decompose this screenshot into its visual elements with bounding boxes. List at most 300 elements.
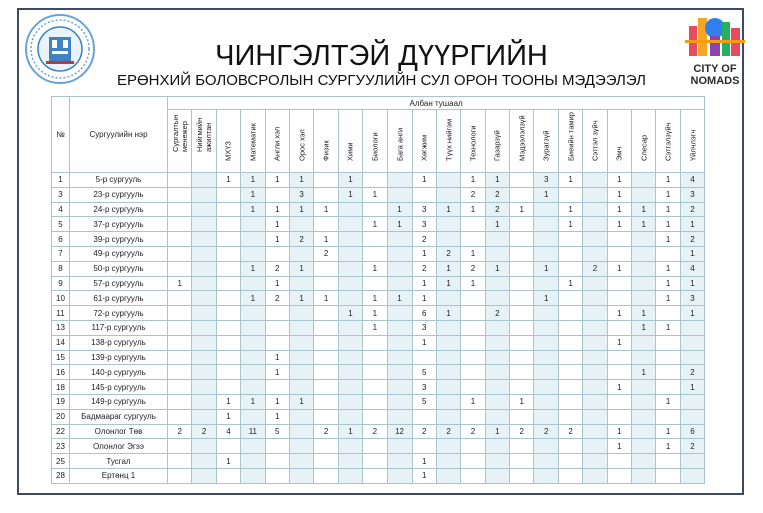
vacancy-cell <box>558 365 582 380</box>
vacancy-cell <box>265 454 289 469</box>
vacancy-cell <box>534 320 558 335</box>
table-row <box>52 409 705 424</box>
vacancy-cell <box>632 409 656 424</box>
vacancy-cell <box>436 394 460 409</box>
vacancy-cell <box>192 365 216 380</box>
school-name: 57-р сургууль <box>70 276 168 291</box>
vacancy-cell: 1 <box>241 187 265 202</box>
table-row <box>52 454 705 469</box>
vacancy-cell <box>436 173 460 188</box>
table-row <box>52 350 705 365</box>
vacancy-cell: 1 <box>265 276 289 291</box>
vacancy-cell <box>338 320 362 335</box>
vacancy-cell <box>485 276 509 291</box>
vacancy-cell <box>510 409 534 424</box>
vacancy-cell <box>338 232 362 247</box>
vacancy-cell <box>387 365 412 380</box>
vacancy-cell: 1 <box>265 394 289 409</box>
vacancy-cell <box>314 261 338 276</box>
vacancy-cell: 2 <box>558 424 582 439</box>
vacancy-cell <box>607 232 631 247</box>
row-number: 25 <box>52 454 70 469</box>
table-row <box>52 276 705 291</box>
vacancy-cell: 1 <box>558 202 582 217</box>
vacancy-cell: 2 <box>314 246 338 261</box>
vacancy-cell <box>632 276 656 291</box>
vacancy-cell <box>289 276 313 291</box>
vacancy-cell <box>192 217 216 232</box>
position-header-label: Орос хэл <box>297 129 307 161</box>
school-name: 138-р сургууль <box>70 335 168 350</box>
vacancy-cell <box>192 468 216 483</box>
vacancy-cell <box>680 320 704 335</box>
vacancy-cell <box>241 439 265 454</box>
vacancy-cell <box>168 335 192 350</box>
position-header-label: Сургалтын <box>170 114 180 152</box>
position-header-label: Англи хэл <box>272 126 282 161</box>
vacancy-cell: 1 <box>265 365 289 380</box>
vacancy-cell <box>510 454 534 469</box>
vacancy-table <box>51 96 705 484</box>
vacancy-cell <box>192 232 216 247</box>
vacancy-cell <box>583 424 607 439</box>
position-header <box>314 110 338 173</box>
vacancy-cell <box>632 232 656 247</box>
vacancy-cell <box>510 261 534 276</box>
vacancy-cell: 2 <box>485 187 509 202</box>
vacancy-cell: 1 <box>656 217 680 232</box>
vacancy-cell <box>558 335 582 350</box>
vacancy-cell <box>583 335 607 350</box>
vacancy-cell <box>265 246 289 261</box>
vacancy-cell: 1 <box>607 335 631 350</box>
vacancy-cell <box>680 454 704 469</box>
vacancy-cell <box>558 454 582 469</box>
vacancy-cell <box>338 365 362 380</box>
column-header-school: Сургуулийн нэр <box>70 97 168 173</box>
vacancy-cell <box>192 335 216 350</box>
vacancy-cell: 1 <box>680 217 704 232</box>
vacancy-cell: 1 <box>314 291 338 306</box>
position-header-label: Биеийн тамир <box>566 112 576 161</box>
position-header-label: Биологи <box>370 132 380 161</box>
vacancy-cell: 6 <box>412 306 436 321</box>
vacancy-cell <box>168 187 192 202</box>
vacancy-cell <box>289 217 313 232</box>
vacancy-cell: 1 <box>510 202 534 217</box>
page-title: ЧИНГЭЛТЭЙ ДҮҮРГИЙН <box>215 40 548 72</box>
vacancy-cell <box>289 306 313 321</box>
vacancy-cell <box>632 394 656 409</box>
vacancy-cell: 1 <box>363 306 387 321</box>
page-subtitle: ЕРӨНХИЙ БОЛОВСРОЛЫН СУРГУУЛИЙН СУЛ ОРОН ТООНЫ МЭДЭЭЛЭЛ <box>117 72 646 89</box>
position-header <box>412 110 436 173</box>
vacancy-cell <box>510 246 534 261</box>
vacancy-cell: 1 <box>289 394 313 409</box>
vacancy-cell <box>314 439 338 454</box>
vacancy-cell <box>510 365 534 380</box>
vacancy-cell: 2 <box>412 232 436 247</box>
vacancy-cell <box>216 335 240 350</box>
vacancy-cell <box>510 350 534 365</box>
vacancy-cell <box>338 335 362 350</box>
vacancy-cell <box>656 468 680 483</box>
vacancy-cell <box>241 276 265 291</box>
vacancy-cell: 1 <box>436 261 460 276</box>
vacancy-cell <box>192 173 216 188</box>
row-number: 28 <box>52 468 70 483</box>
vacancy-cell: 2 <box>485 202 509 217</box>
vacancy-cell <box>387 232 412 247</box>
row-number: 20 <box>52 409 70 424</box>
vacancy-cell <box>387 409 412 424</box>
vacancy-cell <box>192 454 216 469</box>
vacancy-cell <box>680 394 704 409</box>
vacancy-cell <box>338 409 362 424</box>
vacancy-cell <box>461 232 485 247</box>
position-header-label: Түүх нийгэм <box>444 118 454 161</box>
position-header <box>436 110 460 173</box>
table-row <box>52 261 705 276</box>
vacancy-cell: 1 <box>656 173 680 188</box>
table-row <box>52 306 705 321</box>
vacancy-cell <box>241 350 265 365</box>
vacancy-cell: 1 <box>461 394 485 409</box>
position-header-label: Слесар <box>639 134 649 161</box>
vacancy-cell: 2 <box>680 202 704 217</box>
vacancy-cell <box>583 291 607 306</box>
vacancy-cell <box>314 276 338 291</box>
position-header <box>241 110 265 173</box>
vacancy-cell <box>241 365 265 380</box>
vacancy-cell <box>265 320 289 335</box>
vacancy-cell <box>265 187 289 202</box>
vacancy-cell <box>216 232 240 247</box>
table-row <box>52 202 705 217</box>
row-number: 19 <box>52 394 70 409</box>
vacancy-cell <box>192 350 216 365</box>
vacancy-cell: 1 <box>265 232 289 247</box>
vacancy-cell <box>436 365 460 380</box>
row-number: 10 <box>52 291 70 306</box>
vacancy-cell <box>387 246 412 261</box>
vacancy-cell: 1 <box>412 173 436 188</box>
table-row <box>52 335 705 350</box>
vacancy-cell <box>338 291 362 306</box>
vacancy-cell <box>314 409 338 424</box>
vacancy-cell <box>314 335 338 350</box>
row-number: 18 <box>52 380 70 395</box>
vacancy-cell <box>216 202 240 217</box>
vacancy-cell <box>583 217 607 232</box>
vacancy-cell <box>338 217 362 232</box>
vacancy-cell: 1 <box>632 320 656 335</box>
vacancy-cell <box>534 276 558 291</box>
position-header-label: Нийгмийн <box>195 117 205 152</box>
vacancy-cell <box>558 291 582 306</box>
vacancy-cell <box>534 217 558 232</box>
vacancy-cell <box>607 454 631 469</box>
vacancy-cell: 1 <box>534 291 558 306</box>
vacancy-cell <box>461 409 485 424</box>
vacancy-cell <box>436 409 460 424</box>
vacancy-cell <box>363 276 387 291</box>
table-row <box>52 394 705 409</box>
row-number: 11 <box>52 306 70 321</box>
vacancy-cell <box>168 409 192 424</box>
vacancy-cell <box>241 246 265 261</box>
position-header <box>510 110 534 173</box>
vacancy-cell <box>485 409 509 424</box>
vacancy-cell <box>558 350 582 365</box>
vacancy-cell: 3 <box>289 187 313 202</box>
position-header <box>632 110 656 173</box>
vacancy-cell <box>632 187 656 202</box>
vacancy-cell <box>534 306 558 321</box>
vacancy-cell <box>387 261 412 276</box>
table-row <box>52 232 705 247</box>
vacancy-cell: 1 <box>265 173 289 188</box>
vacancy-cell <box>289 335 313 350</box>
vacancy-cell <box>534 380 558 395</box>
vacancy-cell <box>534 468 558 483</box>
vacancy-cell <box>387 173 412 188</box>
position-header-label: Газарзүй <box>492 130 502 161</box>
position-header <box>558 110 582 173</box>
vacancy-cell: 1 <box>436 306 460 321</box>
vacancy-cell <box>338 276 362 291</box>
position-header-label: Үйлчлэгч <box>688 129 697 161</box>
vacancy-cell: 1 <box>485 261 509 276</box>
row-number: 13 <box>52 320 70 335</box>
vacancy-cell <box>461 291 485 306</box>
vacancy-cell <box>436 187 460 202</box>
vacancy-cell: 1 <box>656 261 680 276</box>
position-header-label: ажилтан <box>204 122 214 152</box>
vacancy-cell <box>632 246 656 261</box>
vacancy-cell: 3 <box>534 173 558 188</box>
vacancy-cell: 2 <box>192 424 216 439</box>
vacancy-cell <box>314 454 338 469</box>
vacancy-cell <box>485 291 509 306</box>
vacancy-cell <box>485 232 509 247</box>
vacancy-cell <box>607 350 631 365</box>
vacancy-cell <box>412 439 436 454</box>
vacancy-cell <box>192 380 216 395</box>
vacancy-cell <box>412 409 436 424</box>
vacancy-cell <box>192 246 216 261</box>
vacancy-cell <box>656 335 680 350</box>
vacancy-cell: 1 <box>607 217 631 232</box>
vacancy-cell <box>387 380 412 395</box>
vacancy-cell <box>168 291 192 306</box>
vacancy-cell: 1 <box>314 232 338 247</box>
vacancy-cell: 5 <box>265 424 289 439</box>
vacancy-cell <box>363 202 387 217</box>
vacancy-cell <box>534 454 558 469</box>
vacancy-cell <box>583 232 607 247</box>
position-header <box>607 110 631 173</box>
vacancy-cell <box>558 320 582 335</box>
vacancy-cell: 4 <box>680 173 704 188</box>
vacancy-cell: 2 <box>485 306 509 321</box>
school-name: 149-р сургууль <box>70 394 168 409</box>
vacancy-cell <box>461 335 485 350</box>
table-row <box>52 217 705 232</box>
vacancy-cell <box>412 350 436 365</box>
vacancy-cell <box>583 394 607 409</box>
position-header-label: Зурагзүй <box>541 130 551 161</box>
vacancy-cell <box>510 276 534 291</box>
school-name: 61-р сургууль <box>70 291 168 306</box>
table-row <box>52 424 705 439</box>
vacancy-cell <box>168 246 192 261</box>
position-header <box>534 110 558 173</box>
vacancy-cell: 1 <box>363 217 387 232</box>
vacancy-cell <box>192 261 216 276</box>
vacancy-cell: 1 <box>680 246 704 261</box>
vacancy-cell: 1 <box>241 394 265 409</box>
position-header <box>168 110 192 173</box>
vacancy-cell: 3 <box>412 380 436 395</box>
vacancy-cell: 1 <box>265 350 289 365</box>
vacancy-cell <box>656 380 680 395</box>
vacancy-cell <box>289 409 313 424</box>
vacancy-cell <box>363 232 387 247</box>
vacancy-cell <box>314 468 338 483</box>
vacancy-cell <box>558 306 582 321</box>
vacancy-cell <box>436 217 460 232</box>
vacancy-cell: 1 <box>387 202 412 217</box>
vacancy-cell: 1 <box>412 291 436 306</box>
vacancy-cell <box>583 306 607 321</box>
vacancy-cell: 2 <box>534 424 558 439</box>
vacancy-cell: 1 <box>289 261 313 276</box>
position-header <box>192 110 216 173</box>
vacancy-cell: 1 <box>632 365 656 380</box>
vacancy-cell <box>314 173 338 188</box>
vacancy-cell <box>558 409 582 424</box>
vacancy-cell: 1 <box>632 202 656 217</box>
vacancy-cell <box>216 187 240 202</box>
vacancy-cell <box>216 365 240 380</box>
vacancy-cell <box>363 350 387 365</box>
vacancy-cell <box>485 320 509 335</box>
vacancy-cell <box>363 335 387 350</box>
vacancy-cell: 1 <box>241 291 265 306</box>
vacancy-cell <box>485 335 509 350</box>
vacancy-cell <box>656 306 680 321</box>
table-row <box>52 291 705 306</box>
vacancy-cell: 1 <box>485 424 509 439</box>
vacancy-cell: 1 <box>265 202 289 217</box>
row-number: 6 <box>52 232 70 247</box>
vacancy-cell: 1 <box>485 217 509 232</box>
vacancy-cell <box>558 468 582 483</box>
vacancy-cell: 1 <box>607 424 631 439</box>
school-name: Ертөнц 1 <box>70 468 168 483</box>
vacancy-cell <box>656 454 680 469</box>
vacancy-cell: 2 <box>510 424 534 439</box>
vacancy-cell <box>485 454 509 469</box>
vacancy-cell <box>436 454 460 469</box>
vacancy-cell <box>583 468 607 483</box>
position-header <box>387 110 412 173</box>
position-header <box>289 110 313 173</box>
vacancy-cell: 2 <box>289 232 313 247</box>
vacancy-cell <box>363 380 387 395</box>
table-row <box>52 468 705 483</box>
vacancy-cell <box>461 439 485 454</box>
vacancy-cell: 1 <box>338 187 362 202</box>
row-number: 3 <box>52 187 70 202</box>
school-name: 39-р сургууль <box>70 232 168 247</box>
vacancy-cell: 2 <box>583 261 607 276</box>
vacancy-cell <box>534 409 558 424</box>
vacancy-cell <box>607 468 631 483</box>
vacancy-cell <box>241 335 265 350</box>
table-row <box>52 380 705 395</box>
vacancy-cell <box>461 350 485 365</box>
column-group-header: Албан тушаал <box>168 97 705 110</box>
vacancy-cell: 2 <box>680 232 704 247</box>
position-header-label: Хими <box>345 142 355 161</box>
position-header <box>461 110 485 173</box>
vacancy-cell <box>436 350 460 365</box>
vacancy-cell: 1 <box>168 276 192 291</box>
vacancy-cell <box>192 409 216 424</box>
vacancy-cell <box>289 439 313 454</box>
vacancy-cell: 4 <box>216 424 240 439</box>
position-header-label: Сэтгэлзүйч <box>663 122 673 161</box>
vacancy-cell <box>314 217 338 232</box>
vacancy-cell <box>461 217 485 232</box>
vacancy-cell <box>265 306 289 321</box>
vacancy-cell <box>607 246 631 261</box>
vacancy-cell <box>192 291 216 306</box>
vacancy-cell <box>583 320 607 335</box>
position-header <box>680 110 704 173</box>
vacancy-cell: 1 <box>485 173 509 188</box>
vacancy-cell: 1 <box>461 276 485 291</box>
vacancy-cell: 1 <box>607 202 631 217</box>
vacancy-cell: 1 <box>338 173 362 188</box>
vacancy-cell: 2 <box>436 424 460 439</box>
vacancy-cell: 1 <box>656 439 680 454</box>
vacancy-cell: 2 <box>314 424 338 439</box>
vacancy-cell <box>241 380 265 395</box>
vacancy-cell: 3 <box>412 320 436 335</box>
vacancy-cell <box>289 365 313 380</box>
vacancy-cell <box>680 335 704 350</box>
vacancy-cell <box>632 291 656 306</box>
table-row <box>52 365 705 380</box>
vacancy-cell: 2 <box>412 261 436 276</box>
vacancy-cell: 1 <box>289 173 313 188</box>
vacancy-cell: 2 <box>461 261 485 276</box>
vacancy-cell <box>583 173 607 188</box>
vacancy-cell <box>558 246 582 261</box>
vacancy-cell <box>632 173 656 188</box>
vacancy-cell <box>485 350 509 365</box>
vacancy-cell <box>338 350 362 365</box>
vacancy-cell <box>607 365 631 380</box>
vacancy-cell <box>168 217 192 232</box>
vacancy-cell <box>534 232 558 247</box>
vacancy-cell: 1 <box>632 306 656 321</box>
vacancy-cell <box>192 320 216 335</box>
row-number: 7 <box>52 246 70 261</box>
